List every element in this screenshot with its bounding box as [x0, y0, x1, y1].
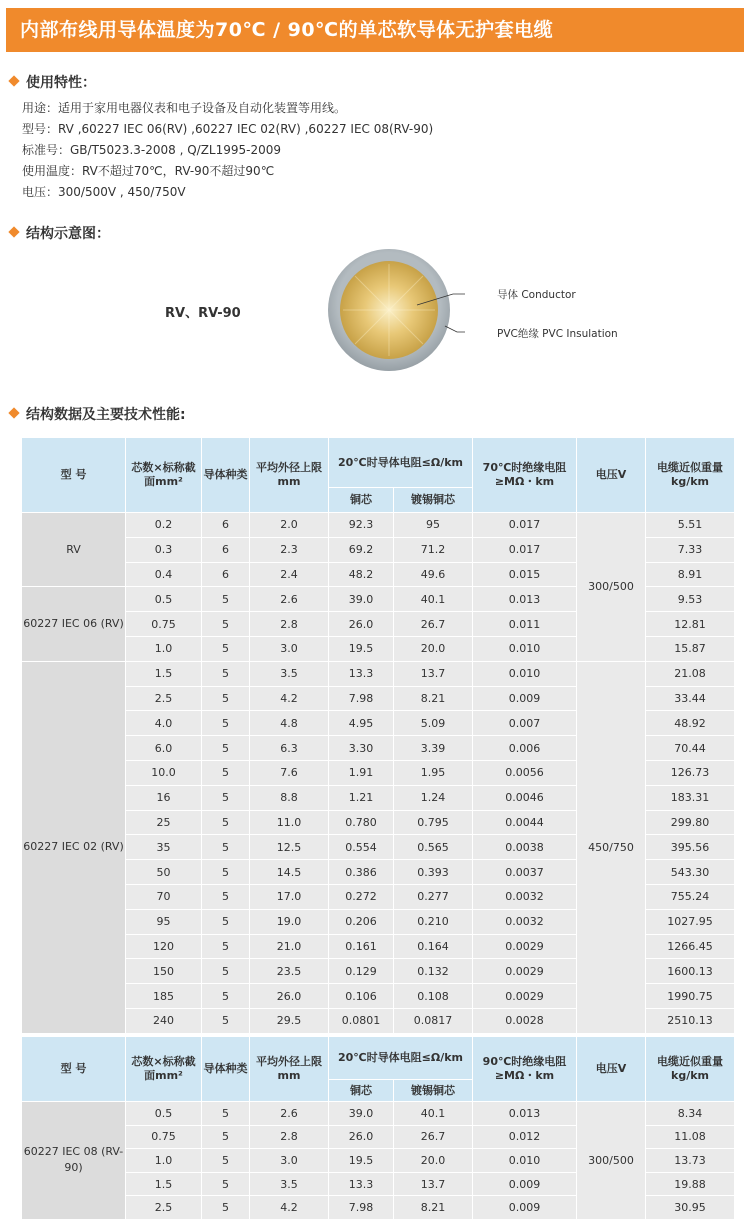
cell-diameter: 12.5 — [250, 835, 329, 860]
header-model: 型 号 — [22, 1037, 126, 1102]
cell-diameter: 2.6 — [250, 587, 329, 612]
cell-type: 5 — [202, 1196, 250, 1220]
cell-type: 5 — [202, 860, 250, 885]
cell-diameter: 2.6 — [250, 1102, 329, 1126]
cell-type: 5 — [202, 1102, 250, 1126]
cell-cores: 0.2 — [126, 513, 202, 538]
cell-weight: 12.81 — [646, 612, 735, 637]
cell-cores: 0.3 — [126, 537, 202, 562]
conductor-callout: 导体 Conductor — [497, 289, 576, 301]
cell-type: 6 — [202, 562, 250, 587]
cell-tinned-resistance: 0.0817 — [394, 1008, 473, 1033]
cell-tinned-resistance: 26.7 — [394, 1125, 473, 1149]
cell-voltage: 450/750 — [577, 661, 646, 1033]
section-structure-label: 结构示意图： — [26, 226, 110, 242]
cell-insulation-resistance: 0.0037 — [473, 860, 577, 885]
cell-copper-resistance: 48.2 — [329, 562, 394, 587]
header-voltage: 电压V — [577, 1037, 646, 1102]
cell-tinned-resistance: 71.2 — [394, 537, 473, 562]
diamond-bullet-icon — [8, 407, 19, 418]
header-conductor-type: 导体种类 — [202, 438, 250, 513]
cell-tinned-resistance: 8.21 — [394, 686, 473, 711]
cell-insulation-resistance: 0.010 — [473, 661, 577, 686]
cell-weight: 755.24 — [646, 884, 735, 909]
cell-tinned-resistance: 40.1 — [394, 587, 473, 612]
cell-cores: 150 — [126, 959, 202, 984]
section-usage-heading — [10, 72, 96, 92]
usage-line: 标准号：GB/T5023.3-2008 , Q/ZL1995-2009 — [22, 143, 282, 157]
cell-cores: 2.5 — [126, 686, 202, 711]
cell-type: 5 — [202, 612, 250, 637]
cell-copper-resistance: 13.3 — [329, 1172, 394, 1196]
cell-type: 5 — [202, 785, 250, 810]
cell-diameter: 2.4 — [250, 562, 329, 587]
cell-model: 60227 IEC 02 (RV) — [22, 661, 126, 1033]
cell-type: 6 — [202, 537, 250, 562]
cell-model: RV — [22, 513, 126, 587]
cell-weight: 19.88 — [646, 1172, 735, 1196]
usage-line: 用途：适用于家用电器仪表和电子设备及自动化装置等用线。 — [22, 101, 347, 115]
cell-tinned-resistance: 0.108 — [394, 984, 473, 1009]
cell-copper-resistance: 7.98 — [329, 1196, 394, 1220]
cell-tinned-resistance: 3.39 — [394, 736, 473, 761]
cell-weight: 1266.45 — [646, 934, 735, 959]
cell-cores: 1.5 — [126, 1172, 202, 1196]
cell-diameter: 11.0 — [250, 810, 329, 835]
cell-diameter: 17.0 — [250, 884, 329, 909]
cell-copper-resistance: 92.3 — [329, 513, 394, 538]
cell-weight: 126.73 — [646, 760, 735, 785]
cell-weight: 2510.13 — [646, 1008, 735, 1033]
header-insulation-resistance: 90℃时绝缘电阻≥MΩ・km — [473, 1037, 577, 1102]
cell-cores: 120 — [126, 934, 202, 959]
cell-tinned-resistance: 0.565 — [394, 835, 473, 860]
cell-cores: 0.5 — [126, 587, 202, 612]
diagram-model-label: RV、RV-90 — [165, 306, 241, 321]
cell-cores: 50 — [126, 860, 202, 885]
cell-cores: 25 — [126, 810, 202, 835]
cell-weight: 8.34 — [646, 1102, 735, 1126]
header-insulation-resistance: 70℃时绝缘电阻≥MΩ・km — [473, 438, 577, 513]
cell-diameter: 2.8 — [250, 1125, 329, 1149]
cell-insulation-resistance: 0.006 — [473, 736, 577, 761]
cell-weight: 5.51 — [646, 513, 735, 538]
cell-copper-resistance: 0.161 — [329, 934, 394, 959]
table-row — [22, 661, 735, 686]
header-tinned-copper: 镀锡铜芯 — [394, 1080, 473, 1102]
cell-voltage: 300/500 — [577, 1102, 646, 1220]
header-voltage: 电压V — [577, 438, 646, 513]
spec-table-main — [21, 437, 735, 1034]
cell-tinned-resistance: 8.21 — [394, 1196, 473, 1220]
header-conductor-type: 导体种类 — [202, 1037, 250, 1102]
conductor-shine — [343, 264, 435, 356]
cell-copper-resistance: 1.21 — [329, 785, 394, 810]
cell-copper-resistance: 7.98 — [329, 686, 394, 711]
cell-type: 5 — [202, 760, 250, 785]
cell-tinned-resistance: 1.95 — [394, 760, 473, 785]
table-row — [22, 1102, 735, 1126]
cell-diameter: 3.5 — [250, 661, 329, 686]
cell-copper-resistance: 69.2 — [329, 537, 394, 562]
cell-copper-resistance: 0.554 — [329, 835, 394, 860]
cell-copper-resistance: 13.3 — [329, 661, 394, 686]
cell-insulation-resistance: 0.0029 — [473, 984, 577, 1009]
cell-type: 5 — [202, 736, 250, 761]
cell-diameter: 3.5 — [250, 1172, 329, 1196]
cell-type: 5 — [202, 984, 250, 1009]
cell-insulation-resistance: 0.0056 — [473, 760, 577, 785]
cell-weight: 33.44 — [646, 686, 735, 711]
cell-insulation-resistance: 0.009 — [473, 1196, 577, 1220]
cell-cores: 0.75 — [126, 1125, 202, 1149]
cell-type: 5 — [202, 959, 250, 984]
cell-insulation-resistance: 0.013 — [473, 1102, 577, 1126]
cell-copper-resistance: 0.106 — [329, 984, 394, 1009]
cell-tinned-resistance: 13.7 — [394, 1172, 473, 1196]
cell-insulation-resistance: 0.0028 — [473, 1008, 577, 1033]
cell-insulation-resistance: 0.0029 — [473, 934, 577, 959]
cell-copper-resistance: 39.0 — [329, 587, 394, 612]
cell-type: 5 — [202, 1172, 250, 1196]
cell-diameter: 19.0 — [250, 909, 329, 934]
cell-insulation-resistance: 0.0044 — [473, 810, 577, 835]
cell-type: 5 — [202, 636, 250, 661]
cell-diameter: 6.3 — [250, 736, 329, 761]
cell-cores: 95 — [126, 909, 202, 934]
cell-insulation-resistance: 0.013 — [473, 587, 577, 612]
cell-type: 5 — [202, 686, 250, 711]
cell-diameter: 4.8 — [250, 711, 329, 736]
cell-cores: 1.0 — [126, 636, 202, 661]
diamond-bullet-icon — [8, 75, 19, 86]
cell-tinned-resistance: 0.795 — [394, 810, 473, 835]
cell-weight: 48.92 — [646, 711, 735, 736]
header-tinned-copper: 镀锡铜芯 — [394, 488, 473, 513]
cell-copper-resistance: 1.91 — [329, 760, 394, 785]
cell-voltage: 300/500 — [577, 513, 646, 662]
cell-copper-resistance: 39.0 — [329, 1102, 394, 1126]
cell-insulation-resistance: 0.017 — [473, 537, 577, 562]
cell-cores: 0.4 — [126, 562, 202, 587]
table-row — [22, 513, 735, 538]
cell-cores: 35 — [126, 835, 202, 860]
usage-line: 型号：RV ,60227 IEC 06(RV) ,60227 IEC 02(RV) ,60227 IEC 08(RV-90) — [22, 122, 434, 136]
cell-copper-resistance: 0.272 — [329, 884, 394, 909]
page-title-banner — [6, 8, 744, 52]
cell-diameter: 2.0 — [250, 513, 329, 538]
cell-diameter: 21.0 — [250, 934, 329, 959]
cell-cores: 6.0 — [126, 736, 202, 761]
cell-insulation-resistance: 0.0029 — [473, 959, 577, 984]
cell-weight: 21.08 — [646, 661, 735, 686]
header-conductor-resistance: 20℃时导体电阻≤Ω/km — [329, 1037, 473, 1080]
cell-weight: 9.53 — [646, 587, 735, 612]
cell-weight: 1600.13 — [646, 959, 735, 984]
cell-insulation-resistance: 0.0046 — [473, 785, 577, 810]
header-cores: 芯数×标称截面mm² — [126, 438, 202, 513]
cell-weight: 7.33 — [646, 537, 735, 562]
cell-copper-resistance: 0.129 — [329, 959, 394, 984]
cell-tinned-resistance: 1.24 — [394, 785, 473, 810]
cell-cores: 1.5 — [126, 661, 202, 686]
cell-tinned-resistance: 0.210 — [394, 909, 473, 934]
cell-copper-resistance: 0.780 — [329, 810, 394, 835]
usage-line: 使用温度：RV不超过70℃，RV-90不超过90℃ — [22, 164, 275, 178]
cell-copper-resistance: 19.5 — [329, 1149, 394, 1173]
cell-cores: 185 — [126, 984, 202, 1009]
header-model: 型 号 — [22, 438, 126, 513]
insulation-callout: PVC绝缘 PVC Insulation — [497, 328, 618, 340]
cell-type: 5 — [202, 1008, 250, 1033]
cell-diameter: 2.3 — [250, 537, 329, 562]
cell-tinned-resistance: 26.7 — [394, 612, 473, 637]
cell-cores: 16 — [126, 785, 202, 810]
cell-tinned-resistance: 20.0 — [394, 636, 473, 661]
cell-cores: 1.0 — [126, 1149, 202, 1173]
cell-insulation-resistance: 0.015 — [473, 562, 577, 587]
header-cores: 芯数×标称截面mm² — [126, 1037, 202, 1102]
cell-type: 5 — [202, 934, 250, 959]
cell-weight: 30.95 — [646, 1196, 735, 1220]
cell-copper-resistance: 3.30 — [329, 736, 394, 761]
cell-insulation-resistance: 0.012 — [473, 1125, 577, 1149]
cell-copper-resistance: 26.0 — [329, 1125, 394, 1149]
cell-tinned-resistance: 0.277 — [394, 884, 473, 909]
cell-tinned-resistance: 49.6 — [394, 562, 473, 587]
cell-cores: 2.5 — [126, 1196, 202, 1220]
cell-insulation-resistance: 0.017 — [473, 513, 577, 538]
spec-table-rv90 — [21, 1036, 735, 1220]
cell-type: 5 — [202, 810, 250, 835]
header-outer-diameter: 平均外径上限mm — [250, 438, 329, 513]
cell-cores: 0.75 — [126, 612, 202, 637]
cell-cores: 70 — [126, 884, 202, 909]
cell-type: 5 — [202, 835, 250, 860]
cell-copper-resistance: 0.206 — [329, 909, 394, 934]
section-usage-label: 使用特性： — [26, 75, 96, 91]
cell-cores: 240 — [126, 1008, 202, 1033]
cell-weight: 1027.95 — [646, 909, 735, 934]
cell-diameter: 4.2 — [250, 686, 329, 711]
cell-type: 5 — [202, 1149, 250, 1173]
usage-line: 电压：300/500V , 450/750V — [22, 185, 186, 199]
cell-tinned-resistance: 5.09 — [394, 711, 473, 736]
cell-diameter: 2.8 — [250, 612, 329, 637]
cell-insulation-resistance: 0.011 — [473, 612, 577, 637]
cell-diameter: 14.5 — [250, 860, 329, 885]
cell-type: 5 — [202, 884, 250, 909]
cell-diameter: 23.5 — [250, 959, 329, 984]
cell-copper-resistance: 26.0 — [329, 612, 394, 637]
cell-weight: 543.30 — [646, 860, 735, 885]
cell-weight: 8.91 — [646, 562, 735, 587]
cell-cores: 0.5 — [126, 1102, 202, 1126]
cell-type: 5 — [202, 1125, 250, 1149]
cell-diameter: 7.6 — [250, 760, 329, 785]
cell-insulation-resistance: 0.009 — [473, 686, 577, 711]
cell-type: 5 — [202, 587, 250, 612]
header-copper: 铜芯 — [329, 488, 394, 513]
cell-diameter: 3.0 — [250, 1149, 329, 1173]
cell-weight: 183.31 — [646, 785, 735, 810]
header-outer-diameter: 平均外径上限mm — [250, 1037, 329, 1102]
cell-weight: 1990.75 — [646, 984, 735, 1009]
cell-diameter: 26.0 — [250, 984, 329, 1009]
section-structure-heading — [10, 223, 110, 243]
cell-insulation-resistance: 0.009 — [473, 1172, 577, 1196]
cell-diameter: 4.2 — [250, 1196, 329, 1220]
cell-diameter: 3.0 — [250, 636, 329, 661]
page-title: 内部布线用导体温度为70℃ / 90℃的单芯软导体无护套电缆 — [20, 19, 554, 41]
cable-cross-section-diagram — [325, 248, 465, 373]
header-weight: 电缆近似重量kg/km — [646, 438, 735, 513]
insulation-callout-line — [445, 326, 465, 332]
section-data-heading — [10, 404, 186, 424]
header-copper: 铜芯 — [329, 1080, 394, 1102]
cell-tinned-resistance: 20.0 — [394, 1149, 473, 1173]
cell-copper-resistance: 19.5 — [329, 636, 394, 661]
cell-tinned-resistance: 0.164 — [394, 934, 473, 959]
header-weight: 电缆近似重量kg/km — [646, 1037, 735, 1102]
cell-copper-resistance: 0.0801 — [329, 1008, 394, 1033]
cell-cores: 10.0 — [126, 760, 202, 785]
cell-insulation-resistance: 0.0032 — [473, 884, 577, 909]
cell-weight: 299.80 — [646, 810, 735, 835]
cell-insulation-resistance: 0.0038 — [473, 835, 577, 860]
cell-weight: 70.44 — [646, 736, 735, 761]
cell-tinned-resistance: 13.7 — [394, 661, 473, 686]
cell-tinned-resistance: 0.132 — [394, 959, 473, 984]
header-conductor-resistance: 20℃时导体电阻≤Ω/km — [329, 438, 473, 488]
cell-insulation-resistance: 0.010 — [473, 636, 577, 661]
cell-copper-resistance: 4.95 — [329, 711, 394, 736]
cell-tinned-resistance: 0.393 — [394, 860, 473, 885]
cell-cores: 4.0 — [126, 711, 202, 736]
cell-type: 5 — [202, 711, 250, 736]
section-data-label: 结构数据及主要技术性能: — [26, 407, 186, 423]
cell-model: 60227 IEC 08 (RV-90) — [22, 1102, 126, 1220]
cell-model: 60227 IEC 06 (RV) — [22, 587, 126, 661]
cell-type: 5 — [202, 661, 250, 686]
cell-type: 6 — [202, 513, 250, 538]
cell-insulation-resistance: 0.010 — [473, 1149, 577, 1173]
cell-tinned-resistance: 40.1 — [394, 1102, 473, 1126]
cell-weight: 15.87 — [646, 636, 735, 661]
cell-weight: 395.56 — [646, 835, 735, 860]
cell-insulation-resistance: 0.0032 — [473, 909, 577, 934]
cell-weight: 11.08 — [646, 1125, 735, 1149]
diamond-bullet-icon — [8, 226, 19, 237]
cell-diameter: 8.8 — [250, 785, 329, 810]
cell-weight: 13.73 — [646, 1149, 735, 1173]
cell-copper-resistance: 0.386 — [329, 860, 394, 885]
cell-type: 5 — [202, 909, 250, 934]
cell-tinned-resistance: 95 — [394, 513, 473, 538]
cell-diameter: 29.5 — [250, 1008, 329, 1033]
cell-insulation-resistance: 0.007 — [473, 711, 577, 736]
usage-block — [22, 98, 433, 203]
